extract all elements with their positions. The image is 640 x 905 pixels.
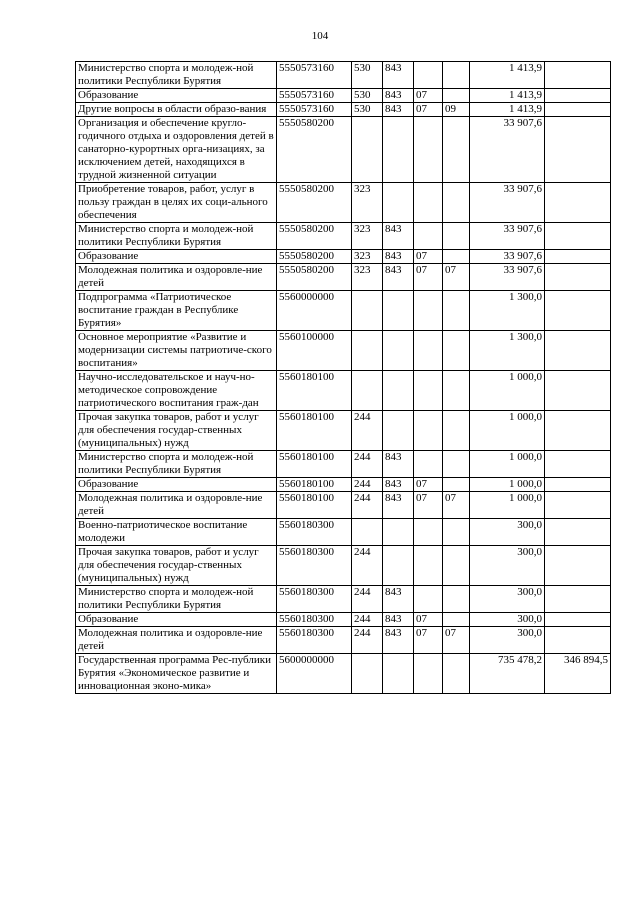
row-csr-cell: 5600000000: [277, 654, 352, 694]
row-sum2-cell: [545, 291, 611, 331]
row-sum-cell: 1 000,0: [470, 371, 545, 411]
row-csr-cell: 5560180100: [277, 478, 352, 492]
row-grbs-cell: [383, 519, 414, 546]
row-sum-cell: 33 907,6: [470, 183, 545, 223]
row-vr-cell: [352, 117, 383, 183]
row-sum2-cell: [545, 62, 611, 89]
row-name-cell: Молодежная политика и оздоровле-ние детей: [76, 264, 277, 291]
row-csr-cell: 5550580200: [277, 117, 352, 183]
page-number: 104: [311, 30, 329, 42]
row-vr-cell: 244: [352, 492, 383, 519]
table-row: [76, 546, 611, 586]
row-sum2-cell: [545, 183, 611, 223]
row-sum2-cell: [545, 451, 611, 478]
row-pr-cell: [443, 250, 470, 264]
row-vr-cell: 244: [352, 546, 383, 586]
row-grbs-cell: [383, 654, 414, 694]
row-rz-cell: [414, 223, 443, 250]
row-pr-cell: [443, 89, 470, 103]
row-sum2-cell: [545, 371, 611, 411]
row-csr-cell: 5560000000: [277, 291, 352, 331]
row-sum-cell: 1 413,9: [470, 103, 545, 117]
row-rz-cell: 07: [414, 478, 443, 492]
row-rz-cell: [414, 654, 443, 694]
row-sum-cell: 1 300,0: [470, 331, 545, 371]
row-vr-cell: 323: [352, 250, 383, 264]
row-sum-cell: 33 907,6: [470, 250, 545, 264]
row-vr-cell: 530: [352, 103, 383, 117]
row-pr-cell: 07: [443, 627, 470, 654]
row-pr-cell: 07: [443, 492, 470, 519]
row-vr-cell: 323: [352, 223, 383, 250]
row-grbs-cell: [383, 331, 414, 371]
row-grbs-cell: [383, 411, 414, 451]
row-csr-cell: 5560180100: [277, 492, 352, 519]
row-pr-cell: [443, 291, 470, 331]
row-rz-cell: 07: [414, 264, 443, 291]
row-sum-cell: 1 413,9: [470, 89, 545, 103]
row-grbs-cell: 843: [383, 586, 414, 613]
row-name-cell: Министерство спорта и молодеж-ной политики Республики Бурятия: [76, 586, 277, 613]
row-grbs-cell: 843: [383, 627, 414, 654]
row-sum2-cell: [545, 613, 611, 627]
table-row: [76, 478, 611, 492]
table-row: [76, 183, 611, 223]
table-row: [76, 264, 611, 291]
row-pr-cell: [443, 371, 470, 411]
row-grbs-cell: 843: [383, 62, 414, 89]
row-name-cell: Молодежная политика и оздоровле-ние детей: [76, 627, 277, 654]
row-vr-cell: 530: [352, 62, 383, 89]
table-row: [76, 89, 611, 103]
table-row: [76, 62, 611, 89]
row-pr-cell: [443, 117, 470, 183]
row-csr-cell: 5560180100: [277, 411, 352, 451]
row-rz-cell: [414, 371, 443, 411]
row-sum2-cell: [545, 223, 611, 250]
row-vr-cell: [352, 331, 383, 371]
row-vr-cell: [352, 654, 383, 694]
row-csr-cell: 5560180300: [277, 546, 352, 586]
row-grbs-cell: 843: [383, 223, 414, 250]
row-csr-cell: 5560180300: [277, 519, 352, 546]
row-sum-cell: 735 478,2: [470, 654, 545, 694]
row-name-cell: Прочая закупка товаров, работ и услуг для обеспечения государ-ственных (муниципальных) нужд: [76, 411, 277, 451]
row-grbs-cell: 843: [383, 478, 414, 492]
row-sum2-cell: [545, 89, 611, 103]
row-csr-cell: 5550573160: [277, 103, 352, 117]
row-name-cell: Образование: [76, 250, 277, 264]
row-pr-cell: [443, 519, 470, 546]
row-grbs-cell: 843: [383, 492, 414, 519]
row-sum-cell: 1 000,0: [470, 492, 545, 519]
row-vr-cell: 530: [352, 89, 383, 103]
row-sum-cell: 1 300,0: [470, 291, 545, 331]
table-row: [76, 250, 611, 264]
row-csr-cell: 5560180100: [277, 371, 352, 411]
row-grbs-cell: 843: [383, 89, 414, 103]
row-sum2-cell: [545, 627, 611, 654]
row-sum2-cell: [545, 519, 611, 546]
row-sum2-cell: [545, 264, 611, 291]
row-vr-cell: 244: [352, 478, 383, 492]
row-sum-cell: 1 000,0: [470, 478, 545, 492]
row-sum2-cell: [545, 478, 611, 492]
row-sum-cell: 33 907,6: [470, 117, 545, 183]
row-rz-cell: 07: [414, 627, 443, 654]
row-sum-cell: 1 000,0: [470, 451, 545, 478]
row-csr-cell: 5550573160: [277, 62, 352, 89]
row-grbs-cell: 843: [383, 613, 414, 627]
row-pr-cell: [443, 331, 470, 371]
row-rz-cell: [414, 331, 443, 371]
row-rz-cell: 07: [414, 89, 443, 103]
table-row: [76, 627, 611, 654]
row-csr-cell: 5560180100: [277, 451, 352, 478]
row-name-cell: Организация и обеспечение кругло-годичного отдыха и оздоровления детей в санаторно-курортных орга-низациях, за исключением детей, находящихся в трудной жизненной ситуации: [76, 117, 277, 183]
row-csr-cell: 5560100000: [277, 331, 352, 371]
row-grbs-cell: [383, 117, 414, 183]
row-rz-cell: [414, 411, 443, 451]
row-name-cell: Образование: [76, 613, 277, 627]
row-name-cell: Молодежная политика и оздоровле-ние детей: [76, 492, 277, 519]
row-pr-cell: [443, 613, 470, 627]
row-csr-cell: 5550580200: [277, 223, 352, 250]
row-sum2-cell: [545, 492, 611, 519]
row-csr-cell: 5560180300: [277, 586, 352, 613]
row-sum2-cell: [545, 586, 611, 613]
table-row: [76, 492, 611, 519]
row-sum-cell: 300,0: [470, 613, 545, 627]
table-row: [76, 451, 611, 478]
row-csr-cell: 5550580200: [277, 183, 352, 223]
table-row: [76, 331, 611, 371]
row-vr-cell: [352, 519, 383, 546]
row-rz-cell: [414, 117, 443, 183]
row-pr-cell: [443, 62, 470, 89]
row-csr-cell: 5550580200: [277, 264, 352, 291]
table-row: [76, 613, 611, 627]
row-sum2-cell: 346 894,5: [545, 654, 611, 694]
row-vr-cell: 323: [352, 264, 383, 291]
row-rz-cell: [414, 183, 443, 223]
row-vr-cell: [352, 371, 383, 411]
row-vr-cell: [352, 291, 383, 331]
row-rz-cell: 07: [414, 250, 443, 264]
row-vr-cell: 244: [352, 627, 383, 654]
row-vr-cell: 244: [352, 613, 383, 627]
table-row: [76, 411, 611, 451]
row-sum-cell: 300,0: [470, 519, 545, 546]
row-sum-cell: 1 413,9: [470, 62, 545, 89]
row-name-cell: Другие вопросы в области образо-вания: [76, 103, 277, 117]
row-name-cell: Министерство спорта и молодеж-ной политики Республики Бурятия: [76, 451, 277, 478]
row-grbs-cell: [383, 546, 414, 586]
row-sum2-cell: [545, 250, 611, 264]
row-name-cell: Основное мероприятие «Развитие и модернизации системы патриотиче-ского воспитания»: [76, 331, 277, 371]
row-grbs-cell: 843: [383, 451, 414, 478]
row-grbs-cell: [383, 183, 414, 223]
row-name-cell: Прочая закупка товаров, работ и услуг для обеспечения государ-ственных (муниципальных) нужд: [76, 546, 277, 586]
row-rz-cell: [414, 62, 443, 89]
row-vr-cell: 244: [352, 586, 383, 613]
row-name-cell: Государственная программа Рес-публики Бурятия «Экономическое развитие и инновационная эконо-мика»: [76, 654, 277, 694]
row-sum2-cell: [545, 546, 611, 586]
budget-table: [75, 61, 611, 694]
row-grbs-cell: 843: [383, 250, 414, 264]
row-vr-cell: 244: [352, 411, 383, 451]
row-sum2-cell: [545, 411, 611, 451]
row-pr-cell: [443, 223, 470, 250]
row-pr-cell: [443, 478, 470, 492]
table-row: [76, 223, 611, 250]
table-row: [76, 519, 611, 546]
row-name-cell: Научно-исследовательское и науч-но-методическое сопровождение патриотического воспитания граж-дан: [76, 371, 277, 411]
row-pr-cell: [443, 451, 470, 478]
row-name-cell: Военно-патриотическое воспитание молодежи: [76, 519, 277, 546]
row-grbs-cell: [383, 371, 414, 411]
row-vr-cell: 244: [352, 451, 383, 478]
row-name-cell: Министерство спорта и молодеж-ной политики Республики Бурятия: [76, 62, 277, 89]
table-row: [76, 291, 611, 331]
row-rz-cell: [414, 546, 443, 586]
row-rz-cell: [414, 291, 443, 331]
row-rz-cell: 07: [414, 613, 443, 627]
row-name-cell: Приобретение товаров, работ, услуг в пользу граждан в целях их соци-ального обеспечения: [76, 183, 277, 223]
row-pr-cell: [443, 183, 470, 223]
row-sum-cell: 33 907,6: [470, 223, 545, 250]
row-grbs-cell: 843: [383, 264, 414, 291]
row-rz-cell: [414, 451, 443, 478]
row-rz-cell: 07: [414, 492, 443, 519]
row-name-cell: Подпрограмма «Патриотическое воспитание граждан в Республике Бурятия»: [76, 291, 277, 331]
row-rz-cell: [414, 519, 443, 546]
table-row: [76, 117, 611, 183]
row-pr-cell: 09: [443, 103, 470, 117]
row-rz-cell: [414, 586, 443, 613]
row-sum-cell: 1 000,0: [470, 411, 545, 451]
row-sum-cell: 300,0: [470, 627, 545, 654]
table-row: [76, 654, 611, 694]
row-vr-cell: 323: [352, 183, 383, 223]
table-row: [76, 103, 611, 117]
row-grbs-cell: 843: [383, 103, 414, 117]
row-name-cell: Министерство спорта и молодеж-ной политики Республики Бурятия: [76, 223, 277, 250]
table-row: [76, 371, 611, 411]
row-sum2-cell: [545, 331, 611, 371]
row-pr-cell: [443, 411, 470, 451]
row-csr-cell: 5550580200: [277, 250, 352, 264]
row-grbs-cell: [383, 291, 414, 331]
row-pr-cell: [443, 546, 470, 586]
row-name-cell: Образование: [76, 478, 277, 492]
row-sum2-cell: [545, 103, 611, 117]
budget-table-body: [76, 62, 611, 694]
row-sum-cell: 33 907,6: [470, 264, 545, 291]
row-sum2-cell: [545, 117, 611, 183]
row-rz-cell: 07: [414, 103, 443, 117]
row-csr-cell: 5560180300: [277, 613, 352, 627]
row-sum-cell: 300,0: [470, 586, 545, 613]
row-csr-cell: 5560180300: [277, 627, 352, 654]
row-sum-cell: 300,0: [470, 546, 545, 586]
row-csr-cell: 5550573160: [277, 89, 352, 103]
row-name-cell: Образование: [76, 89, 277, 103]
row-pr-cell: [443, 586, 470, 613]
table-row: [76, 586, 611, 613]
row-pr-cell: 07: [443, 264, 470, 291]
row-pr-cell: [443, 654, 470, 694]
